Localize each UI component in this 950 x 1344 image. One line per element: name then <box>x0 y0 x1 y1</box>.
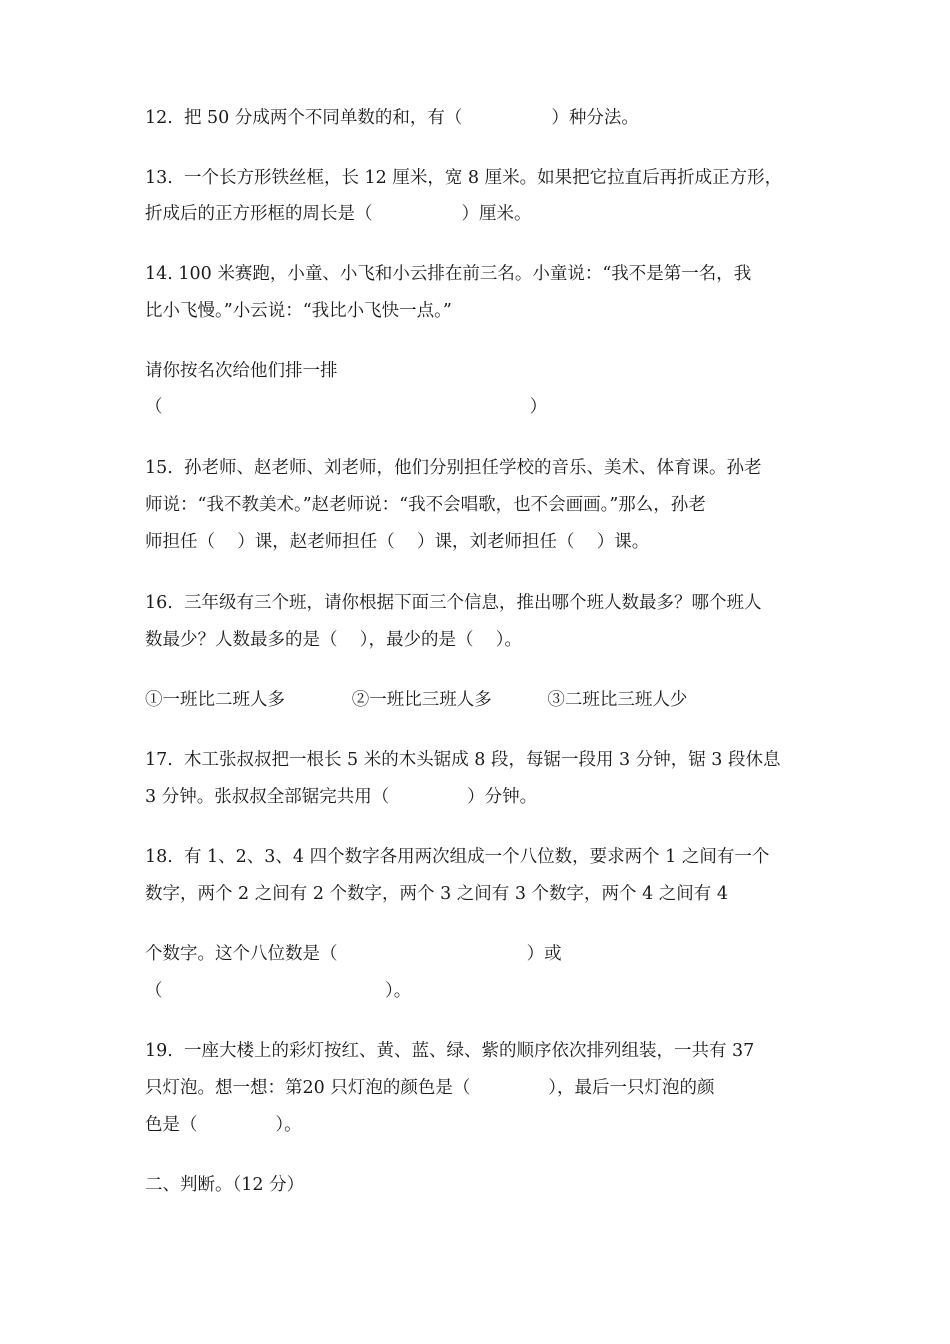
question-18-line-2: 数字，两个 2 之间有 2 个数字，两个 3 之间有 3 个数字，两个 4 之间有 4 <box>145 884 728 904</box>
question-17-line-2: 3 分钟。张叔叔全部锯完共用（ ）分钟。 <box>145 787 538 807</box>
question-14-line-3: 请你按名次给他们排一排 <box>145 361 338 381</box>
question-15-line-3: 师担任（ ）课，赵老师担任（ ）课，刘老师担任（ ）课。 <box>145 532 650 552</box>
question-18-answer-blank: （ ）。 <box>145 981 412 1001</box>
question-19-line-1: 19. 一座大楼上的彩灯按红、黄、蓝、绿、紫的顺序依次排列组装，一共有 37 <box>145 1041 755 1061</box>
question-16-line-1: 16. 三年级有三个班，请你根据下面三个信息，推出哪个班人数最多？哪个班人 <box>145 593 762 613</box>
question-15-line-1: 15. 孙老师、赵老师、刘老师，他们分别担任学校的音乐、美术、体育课。孙老 <box>145 458 762 478</box>
question-15-line-2: 师说：“我不教美术。”赵老师说：“我不会唱歌，也不会画画。”那么，孙老 <box>145 495 706 515</box>
question-14-answer-blank: （ ） <box>145 397 548 417</box>
question-18-line-1: 18. 有 1、2、3、4 四个数字各用两次组成一个八位数，要求两个 1 之间有一个 <box>145 847 770 867</box>
question-14-line-2: 比小飞慢。”小云说：“我比小飞快一点。” <box>145 301 452 321</box>
section-heading: 二、判断。（12 分） <box>145 1175 305 1195</box>
question-13-line-1: 13. 一个长方形铁丝框，长 12 厘米，宽 8 厘米。如果把它拉直后再折成正方形， <box>145 168 783 188</box>
question-16-line-2: 数最少？人数最多的是（ ），最少的是（ ）。 <box>145 630 523 650</box>
question-18-line-3: 个数字。这个八位数是（ ）或 <box>145 944 562 964</box>
question-16-clues: ①一班比二班人多 ②一班比三班人多 ③二班比三班人少 <box>145 690 688 710</box>
question-17-line-1: 17. 木工张叔叔把一根长 5 米的木头锯成 8 段，每锯一段用 3 分钟，锯 3 段休息 <box>145 750 781 770</box>
question-12-line-1: 12. 把 50 分成两个不同单数的和，有（ ）种分法。 <box>145 108 639 128</box>
question-13-line-2: 折成后的正方形框的周长是（ ）厘米。 <box>145 204 532 224</box>
question-14-line-1: 14. 100 米赛跑，小童、小飞和小云排在前三名。小童说：“我不是第一名，我 <box>145 264 752 284</box>
question-19-line-2: 只灯泡。想一想：第20 只灯泡的颜色是（ ），最后一只灯泡的颜 <box>145 1078 715 1098</box>
question-19-line-3: 色是（ ）。 <box>145 1115 302 1135</box>
